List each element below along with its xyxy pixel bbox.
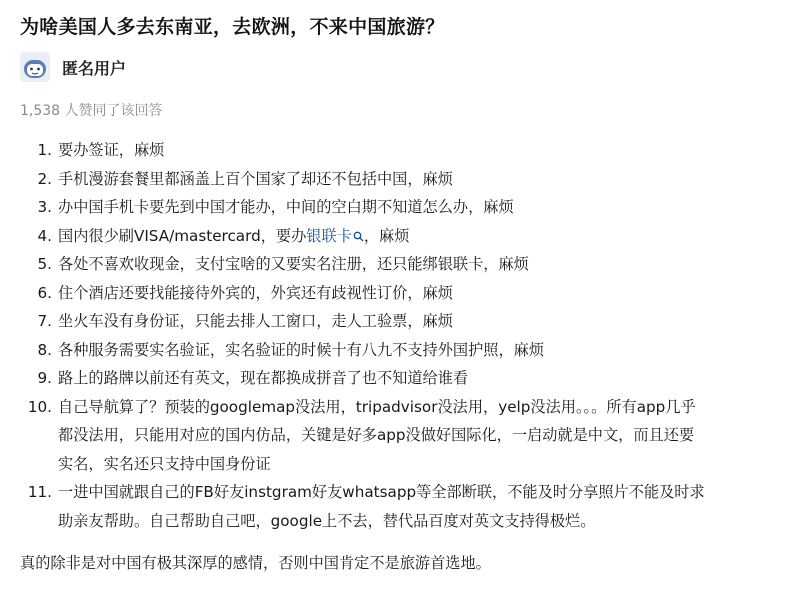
author-name[interactable]: 匿名用户 bbox=[62, 58, 127, 78]
list-item-text bbox=[52, 222, 790, 251]
list-item bbox=[20, 250, 790, 279]
list-item-text: 住个酒店还要找能接待外宾的，外宾还有歧视性订价，麻烦 bbox=[58, 283, 453, 302]
list-item-text: 坐火车没有身份证，只能去排人工窗口，走人工验票，麻烦 bbox=[58, 312, 453, 330]
list-item bbox=[20, 165, 790, 194]
list-item-number: 5. bbox=[37, 255, 52, 273]
closing-paragraph: 真的除非是对中国有极其深厚的感情，否则中国肯定不是旅游首选地。 bbox=[20, 554, 491, 572]
anonymous-avatar-icon bbox=[22, 54, 48, 80]
list-item-number: 2. bbox=[37, 169, 52, 188]
list-item-number: 10. bbox=[27, 397, 52, 416]
search-icon[interactable] bbox=[353, 231, 364, 242]
list-item bbox=[20, 336, 790, 365]
list-item bbox=[20, 222, 790, 251]
list-item-text: 手机漫游套餐里都涵盖上百个国家了却还不包括中国，麻烦 bbox=[58, 169, 453, 188]
list-item-text-after: ，麻烦 bbox=[363, 226, 410, 245]
list-item-number: 11. bbox=[27, 483, 52, 501]
list-item-line: 都没法用，只能用对应的国内仿品，关键是好多app没做好国际化，一启动就是中文，而且还要 bbox=[58, 426, 695, 444]
unionpay-link-text[interactable]: 银联卡 bbox=[306, 226, 352, 245]
anonymous-avatar[interactable] bbox=[20, 52, 50, 82]
list-item-number: 9. bbox=[37, 369, 52, 387]
list-item-number: 6. bbox=[37, 283, 52, 302]
list-item bbox=[20, 478, 790, 535]
list-item-number: 3. bbox=[37, 198, 52, 216]
list-item bbox=[20, 307, 790, 336]
list-item bbox=[20, 393, 790, 479]
list-item bbox=[20, 364, 790, 393]
list-item-text: 各处不喜欢收现金，支付宝啥的又要实名注册，还只能绑银联卡，麻烦 bbox=[58, 255, 529, 273]
list-item-number: 4. bbox=[37, 226, 52, 245]
list-item-text: 路上的路牌以前还有英文，现在都换成拼音了也不知道给谁看 bbox=[58, 369, 469, 387]
list-item-text: 要办签证，麻烦 bbox=[58, 141, 165, 159]
list-item-line: 助亲友帮助。自己帮助自己吧，google上不去，替代品百度对英文支持得极烂。 bbox=[58, 511, 596, 530]
author-info bbox=[20, 52, 126, 82]
list-item-line: 自己导航算了？预装的googlemap没法用，tripadvisor没法用，yelp没法用。。。所有app几乎 bbox=[58, 397, 696, 416]
list-item-number: 1. bbox=[37, 141, 52, 159]
list-item-text: 各种服务需要实名验证，实名验证的时候十有八九不支持外国护照，麻烦 bbox=[58, 340, 544, 359]
unionpay-search-link[interactable] bbox=[306, 227, 364, 245]
question-title[interactable]: 为啥美国人多去东南亚，去欧洲，不来中国旅游？ bbox=[20, 16, 445, 38]
list-item-line: 一进中国就跟自己的FB好友instgram好友whatsapp等全部断联，不能及时分享照片不能及时求 bbox=[58, 483, 705, 501]
list-item bbox=[20, 279, 790, 308]
list-item-number: 8. bbox=[37, 340, 52, 359]
list-item-text-before: 国内很少刷VISA/mastercard，要办 bbox=[58, 226, 307, 245]
answer-body bbox=[20, 136, 790, 535]
list-item-line: 实名，实名还只支持中国身份证 bbox=[58, 454, 271, 473]
list-item-text bbox=[52, 478, 790, 535]
list-item-text: 办中国手机卡要先到中国才能办，中间的空白期不知道怎么办，麻烦 bbox=[58, 198, 514, 216]
list-item-text bbox=[52, 393, 790, 479]
list-item-number: 7. bbox=[37, 312, 52, 330]
list-item bbox=[20, 193, 790, 222]
list-item bbox=[20, 136, 790, 165]
vote-count: 1,538 人赞同了该回答 bbox=[20, 103, 163, 119]
